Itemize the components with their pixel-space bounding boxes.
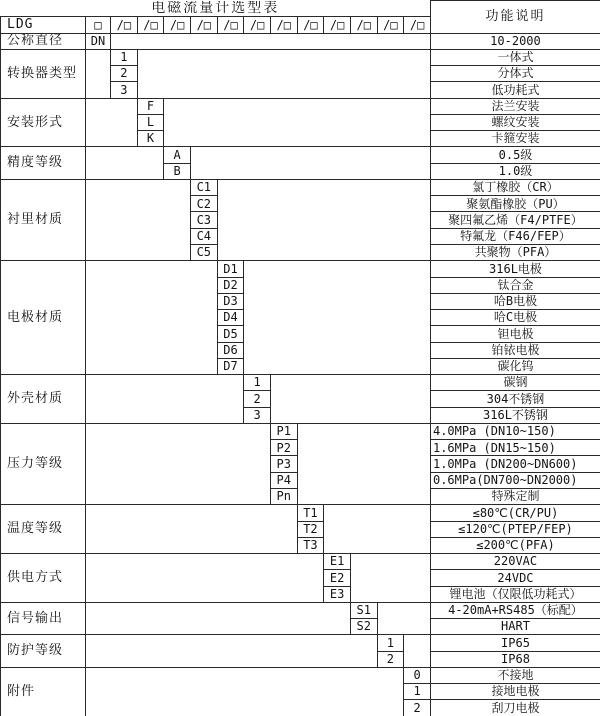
- model-slot-box: /□: [217, 17, 244, 33]
- option-code-cell: 1: [404, 684, 431, 700]
- option-desc-cell: 哈C电极: [430, 310, 600, 326]
- merged-gap-cell: [86, 375, 244, 424]
- option-desc-cell: 钽电极: [430, 326, 600, 342]
- option-code-cell: P2: [270, 440, 297, 456]
- option-desc-cell: 哈B电极: [430, 293, 600, 309]
- option-code-cell: P4: [270, 472, 297, 488]
- option-code-cell: T2: [297, 521, 324, 537]
- option-code-cell: D5: [217, 326, 244, 342]
- option-code-cell: D6: [217, 342, 244, 358]
- option-code-cell: C3: [190, 212, 217, 228]
- model-prefix-label: LDG: [1, 17, 86, 33]
- option-desc-cell: 特氟龙（F46/FEP）: [430, 228, 600, 244]
- option-code-cell: 2: [377, 651, 404, 667]
- merged-gap-cell: [217, 179, 430, 260]
- option-code-cell: D7: [217, 358, 244, 374]
- option-desc-cell: 4-20mA+RS485（标配）: [430, 602, 600, 618]
- option-code-cell: 2: [404, 700, 431, 716]
- option-desc-cell: 聚氨酯橡胶（PU）: [430, 196, 600, 212]
- merged-gap-cell: [86, 147, 164, 180]
- model-slot-box: /□: [190, 17, 217, 33]
- option-code-cell: S1: [350, 602, 377, 618]
- model-slot-box: /□: [404, 17, 431, 33]
- merged-gap-cell: [137, 49, 430, 98]
- option-desc-cell: ≤80℃(CR/PU): [430, 505, 600, 521]
- merged-gap-cell: [324, 505, 431, 554]
- option-desc-cell: 卡箍安装: [430, 131, 600, 147]
- option-code-cell: T1: [297, 505, 324, 521]
- option-desc-cell: 特殊定制: [430, 488, 600, 504]
- option-code-cell: E1: [324, 554, 351, 570]
- option-code-cell: D2: [217, 277, 244, 293]
- option-code-cell: 2: [111, 66, 138, 82]
- option-code-cell: C5: [190, 244, 217, 260]
- merged-gap-cell: [86, 98, 138, 147]
- option-desc-cell: 316L不锈钢: [430, 407, 600, 423]
- option-code-cell: F: [137, 98, 164, 114]
- section-label: 安装形式: [1, 98, 86, 147]
- option-desc-cell: 0.6MPa(DN700~DN2000): [430, 472, 600, 488]
- merged-gap-cell: [297, 423, 430, 504]
- option-desc-cell: 不接地: [430, 667, 600, 683]
- option-desc-cell: 316L电极: [430, 261, 600, 277]
- option-code-cell: K: [137, 131, 164, 147]
- option-desc-cell: 接地电极: [430, 684, 600, 700]
- merged-gap-cell: [86, 179, 191, 260]
- option-desc-cell: 锂电池（仅限低功耗式）: [430, 586, 600, 602]
- option-desc-cell: ≤200℃(PFA): [430, 537, 600, 553]
- merged-gap-cell: [244, 261, 431, 375]
- option-code-cell: E2: [324, 570, 351, 586]
- option-desc-cell: 碳化钨: [430, 358, 600, 374]
- option-desc-cell: 1.0级: [430, 163, 600, 179]
- option-desc-cell: 一体式: [430, 49, 600, 65]
- option-code-cell: 3: [244, 407, 271, 423]
- option-code-cell: 1: [377, 635, 404, 651]
- option-desc-cell: 304不锈钢: [430, 391, 600, 407]
- option-desc-cell: IP65: [430, 635, 600, 651]
- option-code-cell: Pn: [270, 488, 297, 504]
- option-desc-cell: 钛合金: [430, 277, 600, 293]
- model-slot-box: /□: [244, 17, 271, 33]
- section-label: 外壳材质: [1, 375, 86, 424]
- section-label: 转换器类型: [1, 49, 86, 98]
- option-code-cell: D1: [217, 261, 244, 277]
- option-desc-cell: 聚四氟乙烯（F4/PTFE）: [430, 212, 600, 228]
- merged-gap-cell: [190, 147, 430, 180]
- model-code-box: □: [86, 17, 111, 33]
- merged-gap-cell: [350, 554, 430, 603]
- merged-gap-cell: [86, 602, 351, 635]
- option-desc-cell: 1.6MPa (DN15~150): [430, 440, 600, 456]
- option-code-cell: 1: [244, 375, 271, 391]
- option-code-cell: A: [164, 147, 191, 163]
- option-code-cell: T3: [297, 537, 324, 553]
- section-label: 防护等级: [1, 635, 86, 668]
- merged-gap-cell: [111, 33, 431, 49]
- merged-gap-cell: [86, 635, 378, 668]
- section-label: 公称直径: [1, 33, 86, 49]
- model-slot-box: /□: [111, 17, 138, 33]
- model-slot-box: /□: [324, 17, 351, 33]
- merged-gap-cell: [404, 635, 431, 668]
- section-label: 信号输出: [1, 602, 86, 635]
- option-desc-cell: IP68: [430, 651, 600, 667]
- model-slot-box: /□: [137, 17, 164, 33]
- option-desc-cell: 螺纹安装: [430, 114, 600, 130]
- section-label: 附件: [1, 667, 86, 716]
- section-label: 温度等级: [1, 505, 86, 554]
- merged-gap-cell: [86, 49, 111, 98]
- option-code-cell: 0: [404, 667, 431, 683]
- option-desc-cell: 24VDC: [430, 570, 600, 586]
- option-code-cell: DN: [86, 33, 111, 49]
- option-code-cell: P1: [270, 423, 297, 439]
- option-code-cell: 3: [111, 82, 138, 98]
- option-desc-cell: 220VAC: [430, 554, 600, 570]
- option-desc-cell: 铂铱电极: [430, 342, 600, 358]
- option-code-cell: C1: [190, 179, 217, 195]
- option-desc-cell: 0.5级: [430, 147, 600, 163]
- option-code-cell: D4: [217, 310, 244, 326]
- model-slot-box: /□: [297, 17, 324, 33]
- merged-gap-cell: [86, 423, 271, 504]
- option-desc-cell: 分体式: [430, 66, 600, 82]
- option-desc-cell: 刮刀电极: [430, 700, 600, 716]
- option-code-cell: S2: [350, 619, 377, 635]
- merged-gap-cell: [86, 554, 324, 603]
- section-label: 衬里材质: [1, 179, 86, 260]
- option-code-cell: 2: [244, 391, 271, 407]
- option-desc-cell: 低功耗式: [430, 82, 600, 98]
- model-slot-box: /□: [164, 17, 191, 33]
- option-code-cell: B: [164, 163, 191, 179]
- merged-gap-cell: [86, 667, 404, 716]
- option-desc-cell: 法兰安装: [430, 98, 600, 114]
- option-code-cell: E3: [324, 586, 351, 602]
- option-desc-cell: 10-2000: [430, 33, 600, 49]
- option-desc-cell: ≤120℃(PTEP/FEP): [430, 521, 600, 537]
- option-desc-cell: HART: [430, 619, 600, 635]
- option-desc-cell: 1.0MPa (DN200~DN600): [430, 456, 600, 472]
- model-slot-box: /□: [270, 17, 297, 33]
- section-label: 供电方式: [1, 554, 86, 603]
- merged-gap-cell: [164, 98, 431, 147]
- merged-gap-cell: [86, 505, 298, 554]
- option-desc-cell: 4.0MPa (DN10~150): [430, 423, 600, 439]
- option-code-cell: L: [137, 114, 164, 130]
- merged-gap-cell: [270, 375, 430, 424]
- option-code-cell: D3: [217, 293, 244, 309]
- section-label: 精度等级: [1, 147, 86, 180]
- option-desc-cell: 氯丁橡胶（CR）: [430, 179, 600, 195]
- section-label: 电极材质: [1, 261, 86, 375]
- option-desc-cell: 共聚物（PFA）: [430, 244, 600, 260]
- model-slot-box: /□: [377, 17, 404, 33]
- option-desc-cell: 碳钢: [430, 375, 600, 391]
- function-column-header: 功能说明: [430, 1, 600, 34]
- merged-gap-cell: [377, 602, 430, 635]
- option-code-cell: P3: [270, 456, 297, 472]
- option-code-cell: 1: [111, 49, 138, 65]
- option-code-cell: C4: [190, 228, 217, 244]
- section-label: 压力等级: [1, 423, 86, 504]
- model-slot-box: /□: [350, 17, 377, 33]
- table-title: 电磁流量计选型表: [1, 1, 431, 17]
- merged-gap-cell: [86, 261, 218, 375]
- option-code-cell: C2: [190, 196, 217, 212]
